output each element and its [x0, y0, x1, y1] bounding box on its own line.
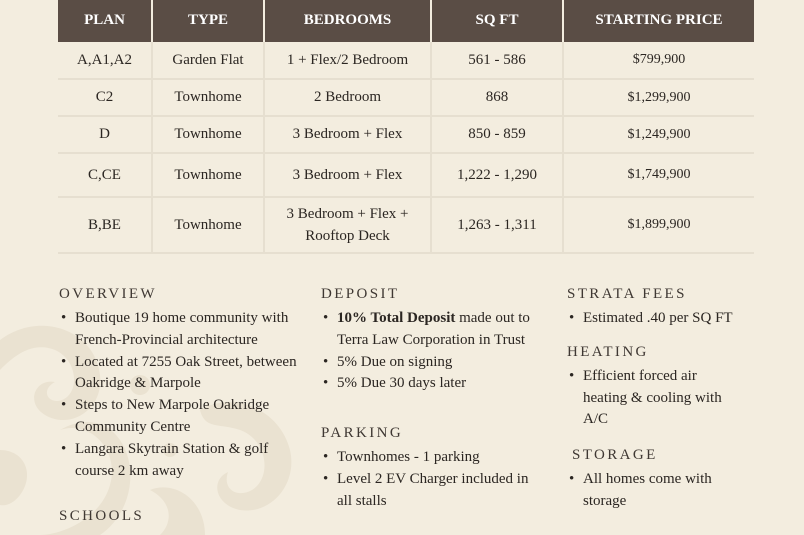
overview-section	[59, 284, 309, 530]
table-row	[58, 197, 754, 253]
table-row	[58, 116, 754, 153]
storage-heading: STORAGE	[572, 447, 658, 464]
cell-type: Garden Flat	[152, 42, 264, 79]
cell-sqft: 1,263 - 1,311	[431, 197, 563, 253]
table-row	[58, 79, 754, 116]
pricing-table	[58, 0, 754, 254]
strata-section	[567, 284, 767, 513]
storage-list	[567, 469, 742, 513]
heating-heading: HEATING	[567, 343, 649, 360]
cell-bedrooms: 1 + Flex/2 Bedroom	[264, 42, 431, 79]
cell-price: $799,900	[563, 42, 754, 79]
schools-heading: SCHOOLS	[59, 508, 145, 525]
list-item: • Boutique 19 home community with French-Provincial architecture	[59, 308, 309, 352]
cell-plan: B,BE	[58, 197, 152, 253]
overview-list	[59, 308, 309, 482]
list-item: • All homes come with storage	[567, 469, 742, 513]
heating-list	[567, 366, 742, 431]
parking-list	[321, 447, 546, 512]
overview-heading: OVERVIEW	[59, 286, 157, 302]
list-item: • Efficient forced air heating & cooling with A/C	[567, 366, 742, 431]
strata-fees-heading: STRATA FEES	[567, 286, 687, 302]
cell-type: Townhome	[152, 197, 264, 253]
header-plan: PLAN	[58, 0, 152, 42]
strata-fees-list	[567, 308, 767, 330]
cell-price: $1,249,900	[563, 116, 754, 153]
deposit-bold-text: 10% Total Deposit	[337, 310, 456, 326]
cell-bedrooms-line1: 3 Bedroom + Flex +	[286, 206, 409, 222]
cell-bedrooms	[264, 197, 431, 253]
header-sqft: SQ FT	[431, 0, 563, 42]
cell-price: $1,299,900	[563, 79, 754, 116]
deposit-rest-text: made out to Terra Law Corporation in Trust	[337, 310, 530, 348]
cell-bedrooms: 3 Bedroom + Flex	[264, 153, 431, 197]
header-bedrooms: BEDROOMS	[264, 0, 431, 42]
deposit-list	[321, 308, 546, 395]
cell-type: Townhome	[152, 116, 264, 153]
parking-heading: PARKING	[321, 425, 404, 442]
cell-price: $1,899,900	[563, 197, 754, 253]
list-item: • Located at 7255 Oak Street, between Oakridge & Marpole	[59, 352, 309, 396]
cell-type: Townhome	[152, 153, 264, 197]
cell-bedrooms: 3 Bedroom + Flex	[264, 116, 431, 153]
table-row	[58, 42, 754, 79]
list-item: • Townhomes - 1 parking	[321, 447, 546, 469]
cell-plan: A,A1,A2	[58, 42, 152, 79]
cell-sqft: 1,222 - 1,290	[431, 153, 563, 197]
cell-type: Townhome	[152, 79, 264, 116]
cell-bedrooms-line2: Rooftop Deck	[305, 228, 390, 244]
cell-sqft: 561 - 586	[431, 42, 563, 79]
cell-sqft: 868	[431, 79, 563, 116]
list-item: • Level 2 EV Charger included in all stalls	[321, 469, 546, 513]
list-item	[321, 308, 546, 352]
cell-plan: D	[58, 116, 152, 153]
cell-price: $1,749,900	[563, 153, 754, 197]
list-item: • Langara Skytrain Station & golf course 2 km away	[59, 439, 309, 483]
list-item: • 5% Due on signing	[321, 352, 546, 374]
list-item: • Steps to New Marpole Oakridge Community Centre	[59, 395, 309, 439]
cell-plan: C2	[58, 79, 152, 116]
table-row	[58, 153, 754, 197]
cell-sqft: 850 - 859	[431, 116, 563, 153]
cell-plan: C,CE	[58, 153, 152, 197]
header-type: TYPE	[152, 0, 264, 42]
list-item: • Estimated .40 per SQ FT	[567, 308, 767, 330]
header-starting-price: STARTING PRICE	[563, 0, 754, 42]
table-header-row	[58, 0, 754, 42]
deposit-section	[321, 284, 546, 513]
deposit-heading: DEPOSIT	[321, 286, 400, 302]
cell-bedrooms: 2 Bedroom	[264, 79, 431, 116]
list-item: • 5% Due 30 days later	[321, 373, 546, 395]
